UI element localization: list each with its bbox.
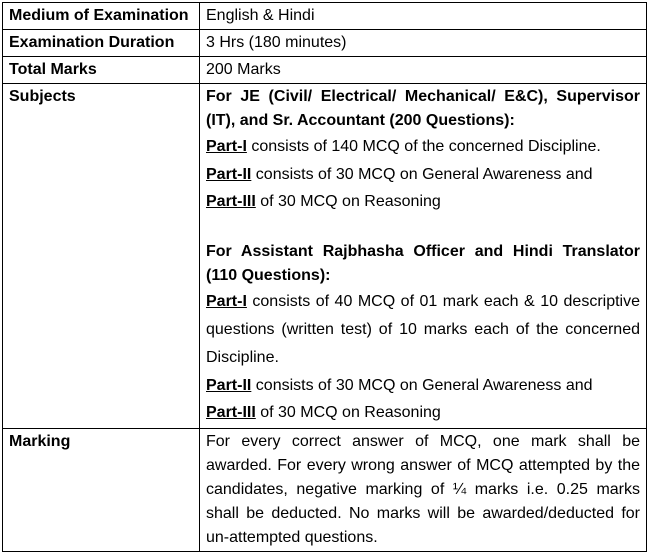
part-text: of 30 MCQ on Reasoning xyxy=(255,404,441,421)
total-marks-value: 200 Marks xyxy=(200,57,647,84)
table-row-subjects xyxy=(3,84,647,429)
group2-part3 xyxy=(206,399,640,427)
group2-heading: For Assistant Rajbhasha Officer and Hindi Translator (110 Questions): xyxy=(206,242,640,284)
part-text: consists of 30 MCQ on General Awareness and xyxy=(251,376,593,394)
part-text: consists of 40 MCQ of 01 mark each & 10 descriptive questions (written test) of 10 marks each of the concerned Discipline. xyxy=(206,292,640,366)
exam-info-table xyxy=(2,2,647,552)
group1-part3 xyxy=(206,188,640,216)
table-row-medium xyxy=(3,3,647,30)
duration-label: Examination Duration xyxy=(3,30,200,57)
medium-value: English & Hindi xyxy=(200,3,647,30)
part-text: consists of 140 MCQ of the concerned Discipline. xyxy=(246,138,601,155)
part-label: Part-I xyxy=(206,138,247,155)
table-row-total-marks xyxy=(3,57,647,84)
part-label: Part-II xyxy=(206,376,252,394)
part-label: Part-III xyxy=(206,193,256,210)
group2-part2 xyxy=(206,372,640,400)
group1-part2 xyxy=(206,161,640,189)
duration-value: 3 Hrs (180 minutes) xyxy=(200,30,647,57)
marking-label: Marking xyxy=(3,428,200,551)
group1-heading: For JE (Civil/ Electrical/ Mechanical/ E&C), Supervisor (IT), and Sr. Accountant (200 Questions): xyxy=(206,88,640,129)
group-spacer xyxy=(206,216,640,240)
total-marks-label: Total Marks xyxy=(3,57,200,84)
part-text: of 30 MCQ on Reasoning xyxy=(255,193,441,210)
part-label: Part-III xyxy=(206,404,256,421)
part-label: Part-II xyxy=(206,165,252,183)
marking-value: For every correct answer of MCQ, one mark shall be awarded. For every wrong answer of MCQ attempted by the candidates, negative marking of ¼ marks i.e. 0.25 marks shall be deducted. No marks will be awarded/deducted for un-attempted questions. xyxy=(200,428,647,551)
group1-part1 xyxy=(206,133,640,161)
group2-part1 xyxy=(206,288,640,372)
table-row-duration xyxy=(3,30,647,57)
medium-label: Medium of Examination xyxy=(3,3,200,30)
part-label: Part-I xyxy=(206,292,247,310)
part-text: consists of 30 MCQ on General Awareness and xyxy=(251,165,593,183)
table-row-marking xyxy=(3,428,647,551)
subjects-value xyxy=(200,84,647,429)
subjects-label: Subjects xyxy=(3,84,200,429)
